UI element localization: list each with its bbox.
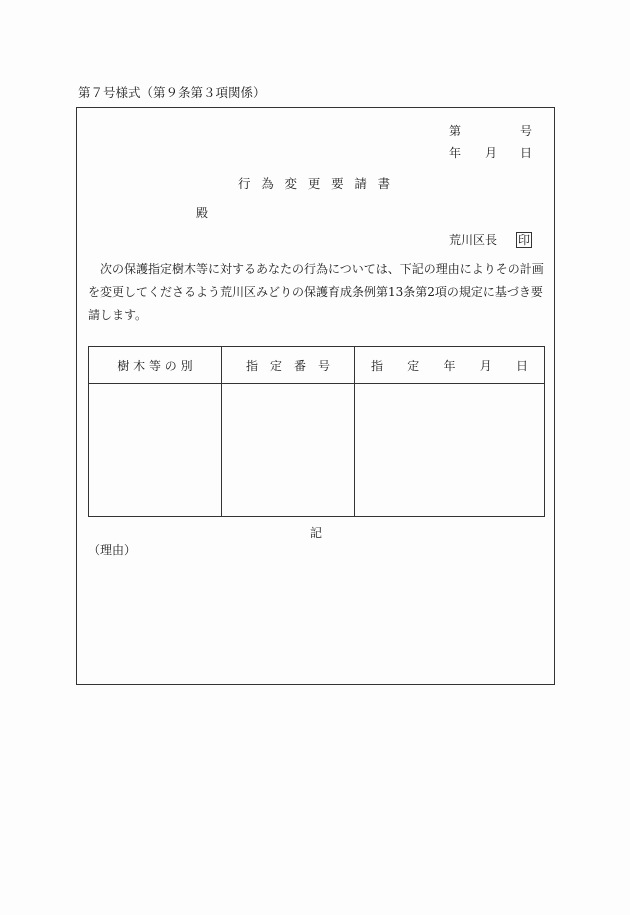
header-date-part: 指 xyxy=(371,358,384,373)
header-date-part: 年 xyxy=(443,358,456,373)
header-designation-date xyxy=(355,347,545,384)
reason-label: （理由） xyxy=(88,543,137,557)
cell-tree-type[interactable] xyxy=(89,384,222,517)
date-month: 月 xyxy=(485,146,498,160)
body-line-1: 次の保護指定樹木等に対するあなたの行為については、下記の理由によりその計画 xyxy=(100,262,544,276)
header-date-part: 月 xyxy=(479,358,492,373)
body-line-3: 請します。 xyxy=(88,308,148,322)
table-row xyxy=(89,384,545,517)
number-prefix: 第 xyxy=(449,124,462,138)
header-designation-number: 指 定 番 号 xyxy=(222,347,355,384)
date-day: 日 xyxy=(520,146,533,160)
number-suffix: 号 xyxy=(520,124,533,138)
ki-label: 記 xyxy=(310,526,323,540)
table-header-row xyxy=(89,347,545,384)
date-year: 年 xyxy=(449,146,462,160)
header-date-part: 日 xyxy=(515,358,528,373)
document-title: 行 為 変 更 要 請 書 xyxy=(238,176,391,191)
body-line-2: を変更してくださるよう荒川区みどりの保護育成条例第13条第2項の規定に基づき要 xyxy=(88,285,543,299)
addressee-suffix: 殿 xyxy=(196,206,209,220)
seal-mark xyxy=(516,229,532,248)
seal-text: 印 xyxy=(518,233,531,247)
header-date-part: 定 xyxy=(407,358,420,373)
form-number-label: 第７号様式（第９条第３項関係） xyxy=(78,85,266,100)
cell-designation-number[interactable] xyxy=(222,384,355,517)
cell-designation-date[interactable] xyxy=(355,384,545,517)
header-tree-type: 樹 木 等 の 別 xyxy=(89,347,222,384)
sender-name: 荒川区長 xyxy=(449,233,498,247)
tree-table xyxy=(88,346,545,517)
